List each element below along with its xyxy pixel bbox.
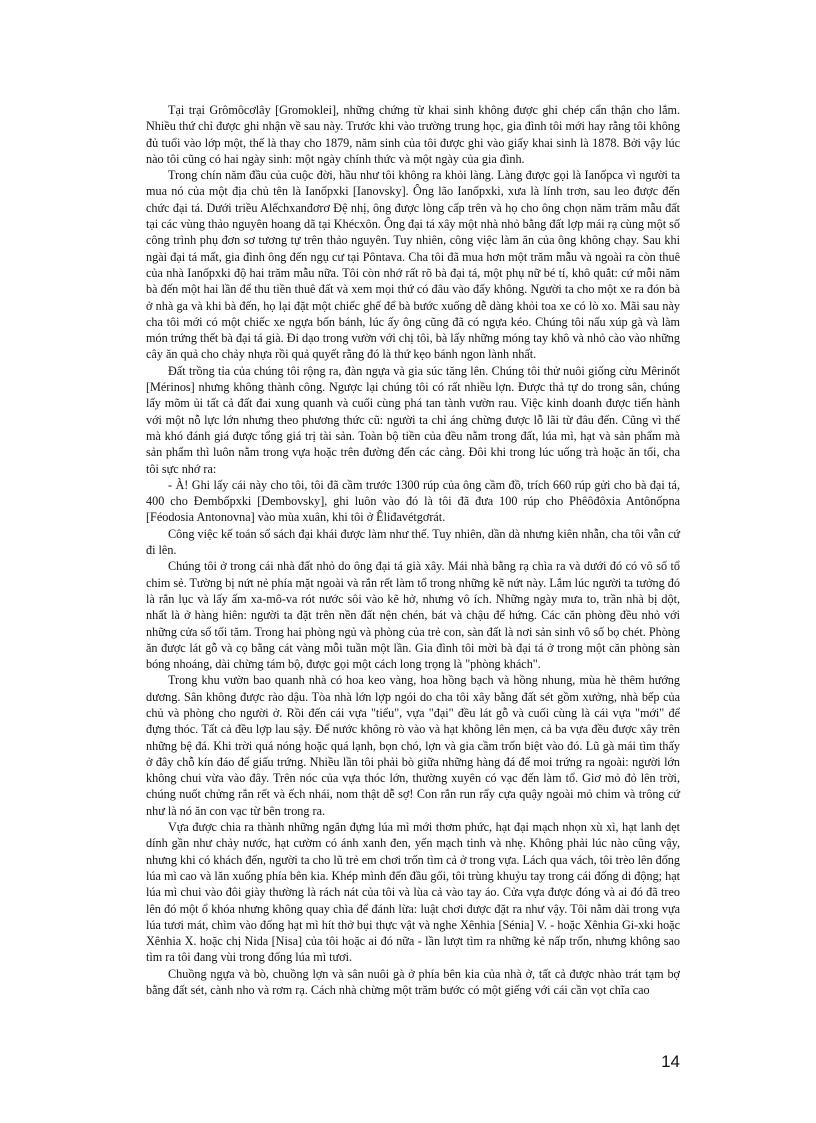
paragraph-2: Trong chín năm đầu của cuộc đời, hầu như tôi không ra khỏi làng. Làng được gọi là Ianốpca vì người ta mua nó của một địa chủ tên là Ianốpxki [Ianovsky]. Ông lão Ianốpxki, xưa là lính trơn, sau leo được đến chức đại tá. Dưới triều Alếchxanđơrơ Đệ nhị, ông được lòng cấp trên và họ cho ông chọn năm trăm mẫu đất tại các vùng thảo nguyên hoang dã tại Khécxôn. Ông đại tá xây một nhà nhỏ bằng đất lợp mái rạ cùng một số công trình phụ đơn sơ tương tự trên thảo nguyên. Tuy nhiên, công việc làm ăn của ông không chạy. Sau khi ngài đại tá mất, gia đình ông đến ngụ cư tại Pôntava. Cha tôi đã mua hơn một trăm mẫu và ngoài ra còn thuê của nhà Ianốpxki độ hai trăm mẫu nữa. Tôi còn nhớ rất rõ bà đại tá, một phụ nữ bé tí, khô quắt: cứ mỗi năm bà đến một hai lần để thu tiền thuê đất và xem mọi thứ có đâu vào đấy không. Người ta cho một xe ra đón bà ở nhà ga và khi bà đến, họ lại đặt một chiếc ghế để bà bước xuống dễ dàng khỏi toa xe có lò xo. Mãi sau này cha tôi mới có một chiếc xe ngựa bốn bánh, lúc ấy ông cũng đã có ngựa kéo. Chúng tôi nấu xúp gà và làm món trứng thết bà đại tá già. Đi dạo trong vườn với chị tôi, bà lấy những móng tay khô và nhỏ cào vào những cây ăn quả cho chảy nhựa rồi quả quyết rằng đó là thứ kẹo bánh ngon lành nhất.	[146, 168, 680, 362]
paragraph-4-dialogue: - À! Ghi lấy cái này cho tôi, tôi đã cầm trước 1300 rúp của ông cầm đồ, trích 660 rúp gửi cho bà đại tá, 400 cho Đembốpxki [Dembovsky], ghi luôn vào đó là tôi đã đưa 100 rúp cho Phêôđôxia Antônốpna [Féodosia Antonovna] vào mùa xuân, khi tôi ở Êliđavétgơrát.	[146, 477, 680, 525]
page-number: 14	[661, 1052, 680, 1071]
paragraph-9: Chuồng ngựa và bò, chuồng lợn và sân nuôi gà ở phía bên kia của nhà ở, tất cả được nhào trát tạm bợ bằng đất sét, cành nho và rơm rạ. Cách nhà chừng một trăm bước có một giếng với cái cần vọt chĩa cao	[146, 966, 680, 998]
paragraph-3: Đất trồng tỉa của chúng tôi rộng ra, đàn ngựa và gia súc tăng lên. Chúng tôi thử nuôi giống cừu Mêrinốt [Mérinos] nhưng không thành công. Ngược lại chúng tôi có rất nhiều lợn. Được thả tự do trong sân, chúng lấy mõm ủi tất cả đất đai xung quanh và cuối cùng phá tan tành vườn rau. Việc kinh doanh được tiến hành với một nỗ lực lớn nhưng theo phương thức cũ: người ta chỉ áng chừng được lỗ lãi từ đâu đến. Cũng vì thế mà khó đánh giá được tổng giá trị tài sản. Toàn bộ tiền của đều nằm trong đất, lúa mì, hạt và sản phẩm mà sản phẩm thì luôn nằm trong vựa hoặc trên đường đến các cảng. Đôi khi trong lúc uống trà hoặc ăn tối, cha tôi sực nhớ ra:	[146, 363, 680, 476]
paragraph-8: Vựa được chia ra thành những ngăn đựng lúa mì mới thơm phức, hạt đại mạch nhọn xù xì, hạt lanh dẹt dính gần như chảy nước, hạt cườm có ánh xanh đen, yến mạch tinh và nhẹ. Không phải lúc nào cũng vậy, nhưng khi có khách đến, người ta cho lũ trẻ em chơi trốn tìm cả ở trong vựa. Lách qua vách, tôi trèo lên đống lúa mì cao và lăn xuống phía bên kia. Khép mình đến đầu gối, tôi trùng khuỷu tay trong cái đống di động; hạt lúa mì chui vào đôi giày thường là rách nát của tôi và lùa cả vào tay áo. Cửa vựa được đóng và ai đó đã treo lên đó một ổ khóa nhưng không quay chìa để đánh lừa: luật chơi được đặt ra như vậy. Tôi nằm dài trong vựa lúa tươi mát, chìm vào đống hạt mì hít thở bụi thực vật và nghe Xênhia [Sénia] V. - hoặc Xênhia Gi-xki hoặc Xênhia X. hoặc chị Nida [Nisa] của tôi hoặc ai đó nữa - lần lượt tìm ra những kẻ nấp trốn, nhưng không sao tìm ra tôi đang vùi trong đống lúa mì tươi.	[146, 820, 680, 965]
paragraph-5: Công việc kế toán sổ sách đại khái được làm như thế. Tuy nhiên, dần dà nhưng kiên nhẫn, cha tôi vẫn cứ đi lên.	[146, 526, 680, 558]
body-text	[146, 102, 680, 998]
paragraph-7: Trong khu vườn bao quanh nhà có hoa keo vàng, hoa hồng bạch và hồng nhung, mùa hè thêm hướng dương. Sân không được rào dậu. Tòa nhà lớn lợp ngói do cha tôi xây bằng đất sét gồm xưởng, nhà bếp của chủ và phòng cho người ở. Rồi đến cái vựa "tiểu", vựa "đại" đều lát gỗ và cuối cùng là cái vựa "mới" để đựng thóc. Tất cả đều lợp lau sậy. Để nước không rò vào và hạt không lên mẹn, cả ba vựa đều được xây trên những bệ đá. Khi trời quá nóng hoặc quá lạnh, bọn chó, lợn và gia cầm trốn biệt vào đó. Lũ gà mái tìm thấy ở đây chỗ kín đáo để giấu trứng. Nhiều lần tôi phải bò giữa những hàng đá để moi trứng ra ngoài: người lớn không chui vừa vào đây. Trên nóc của vựa thóc lớn, thường xuyên có vạc đến làm tổ. Giơ mỏ đỏ lên trời, chúng nuốt chửng rắn rết và ếch nhái, nom thật dễ sợ! Con rắn run rẩy cựa quậy ngoài mỏ chim và trông cứ như là nó ăn con vạc từ bên trong ra.	[146, 673, 680, 818]
paragraph-6: Chúng tôi ở trong cái nhà đất nhỏ do ông đại tá già xây. Mái nhà bằng rạ chìa ra và dưới đó có vô số tổ chim sẻ. Tường bị nứt nẻ phía mặt ngoài và rắn rết làm tổ trong những kẽ nứt này. Lắm lúc người ta tưởng đó là rắn lục và lấy ấm xa-mô-va rót nước sôi vào kẽ hở, nhưng vô ích. Những ngày mưa to, trần nhà bị dột, nhất là ở hàng hiên: người ta đặt trên nền đất nện chén, bát và chậu để hứng. Các căn phòng đều nhỏ với những cửa sổ tối tăm. Trong hai phòng ngủ và phòng của trẻ con, sàn đất là nơi sản sinh vô số bọ chét. Phòng ăn được lát gỗ và cọ bằng cát vàng mỗi tuần một lần. Gia đình tôi mời bà đại tá ở trong một căn phòng sàn bóng nhoáng, dài chừng tám bộ, được gọi một cách long trọng là "phòng khách".	[146, 559, 680, 672]
paragraph-1: Tại trại Grômôcơlây [Gromoklei], những chứng từ khai sinh không được ghi chép cẩn thận cho lắm. Nhiều thứ chỉ được ghi nhận về sau này. Trước khi vào trường trung học, gia đình tôi mới hay rằng tôi không đủ tuổi vào lớp một, thế là thay cho 1879, năm sinh của tôi được ghi vào giấy khai sinh là 1878. Bởi vậy lúc nào tôi cũng có hai ngày sinh: một ngày chính thức và một ngày của gia đình.	[146, 103, 680, 166]
